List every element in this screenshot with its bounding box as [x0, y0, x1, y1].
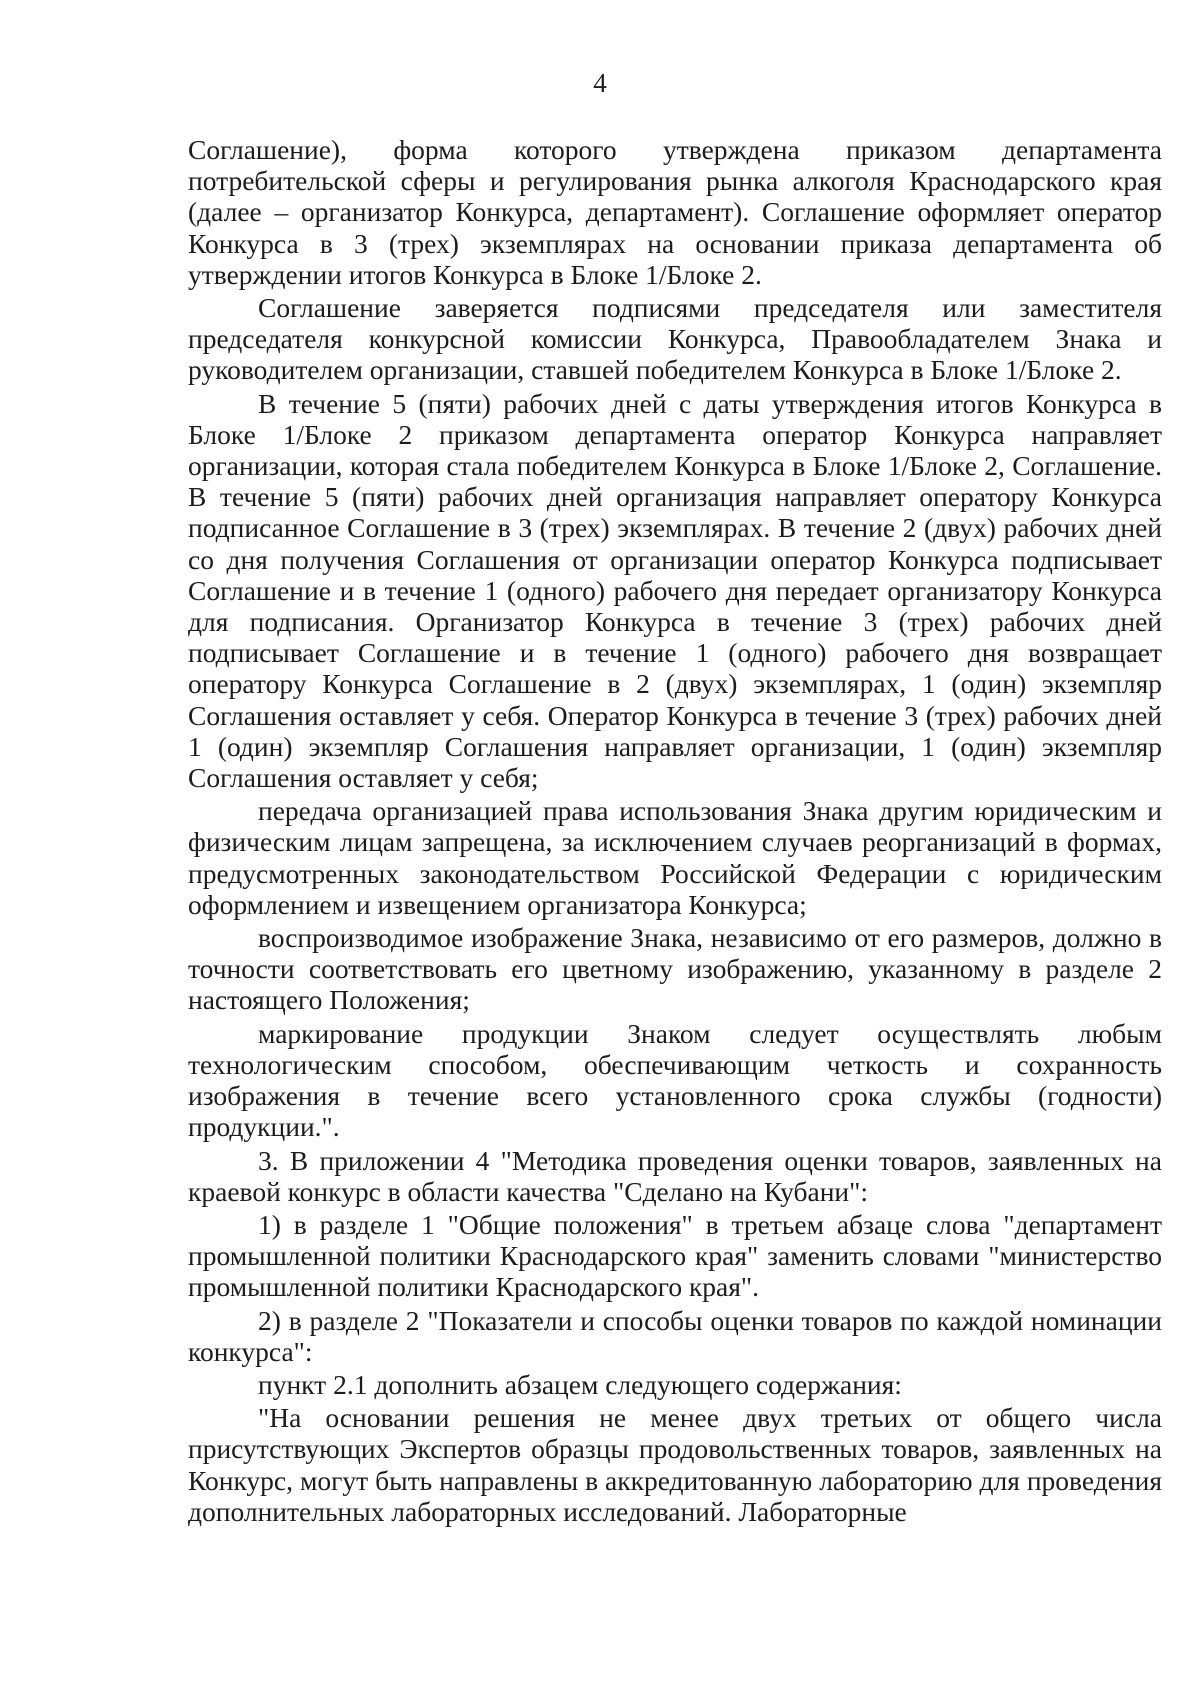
paragraph: воспроизводимое изображение Знака, независимо от его размеров, должно в точности соответствовать его цветному изображению, указанному в разделе 2 настоящего Положения;	[188, 922, 1162, 1016]
paragraph: Соглашение заверяется подписями председателя или заместителя председателя конкурсной комиссии Конкурса, Правообладателем Знака и руководителем организации, ставшей победителем Конкурса в Блоке 1/Блоке 2.	[188, 292, 1162, 386]
paragraph: "На основании решения не менее двух третьих от общего числа присутствующих Экспертов образцы продовольственных товаров, заявленных на Конкурс, могут быть направлены в аккредитованную лабораторию для проведения дополнительных лабораторных исследований. Лабораторные	[188, 1402, 1162, 1527]
document-body	[188, 134, 1162, 1529]
paragraph: передача организацией права использования Знака другим юридическим и физическим лицам запрещена, за исключением случаев реорганизаций в формах, предусмотренных законодательством Российской Федерации с юридическим оформлением и извещением организатора Конкурса;	[188, 795, 1162, 920]
paragraph: Соглашение), форма которого утверждена приказом департамента потребительской сферы и регулирования рынка алкоголя Краснодарского края (далее – организатор Конкурса, департамент). Соглашение оформляет оператор Конкурса в 3 (трех) экземплярах на основании приказа департамента об утверждении итогов Конкурса в Блоке 1/Блоке 2.	[188, 134, 1162, 290]
paragraph: 3. В приложении 4 "Методика проведения оценки товаров, заявленных на краевой конкурс в области качества "Сделано на Кубани":	[188, 1144, 1162, 1207]
paragraph: 1) в разделе 1 "Общие положения" в третьем абзаце слова "департамент промышленной политики Краснодарского края" заменить словами "министерство промышленной политики Краснодарского края".	[188, 1208, 1162, 1303]
paragraph: маркирование продукции Знаком следует осуществлять любым технологическим способом, обеспечивающим четкость и сохранность изображения в течение всего установленного срока службы (годности) продукции.".	[188, 1017, 1162, 1143]
paragraph: В течение 5 (пяти) рабочих дней с даты утверждения итогов Конкурса в Блоке 1/Блоке 2 приказом департамента оператор Конкурса направляет организации, которая стала победителем Конкурса в Блоке 1/Блоке 2, Соглашение. В течение 5 (пяти) рабочих дней организация направляет оператору Конкурса подписанное Соглашение в 3 (трех) экземплярах. В течение 2 (двух) рабочих дней со дня получения Соглашения от организации оператор Конкурса подписывает Соглашение и в течение 1 (одного) рабочего дня передает организатору Конкурса для подписания. Организатор Конкурса в течение 3 (трех) рабочих дней подписывает Соглашение и в течение 1 (одного) рабочего дня возвращает оператору Конкурса Соглашение в 2 (двух) экземплярах, 1 (один) экземпляр Соглашения оставляет у себя. Оператор Конкурса в течение 3 (трех) рабочих дней 1 (один) экземпляр Соглашения направляет организации, 1 (один) экземпляр Соглашения оставляет у себя;	[188, 387, 1162, 794]
page-number: 4	[593, 68, 607, 98]
paragraph: 2) в разделе 2 "Показатели и способы оценки товаров по каждой номинации конкурса":	[188, 1304, 1162, 1367]
paragraph: пункт 2.1 дополнить абзацем следующего содержания:	[258, 1368, 902, 1400]
